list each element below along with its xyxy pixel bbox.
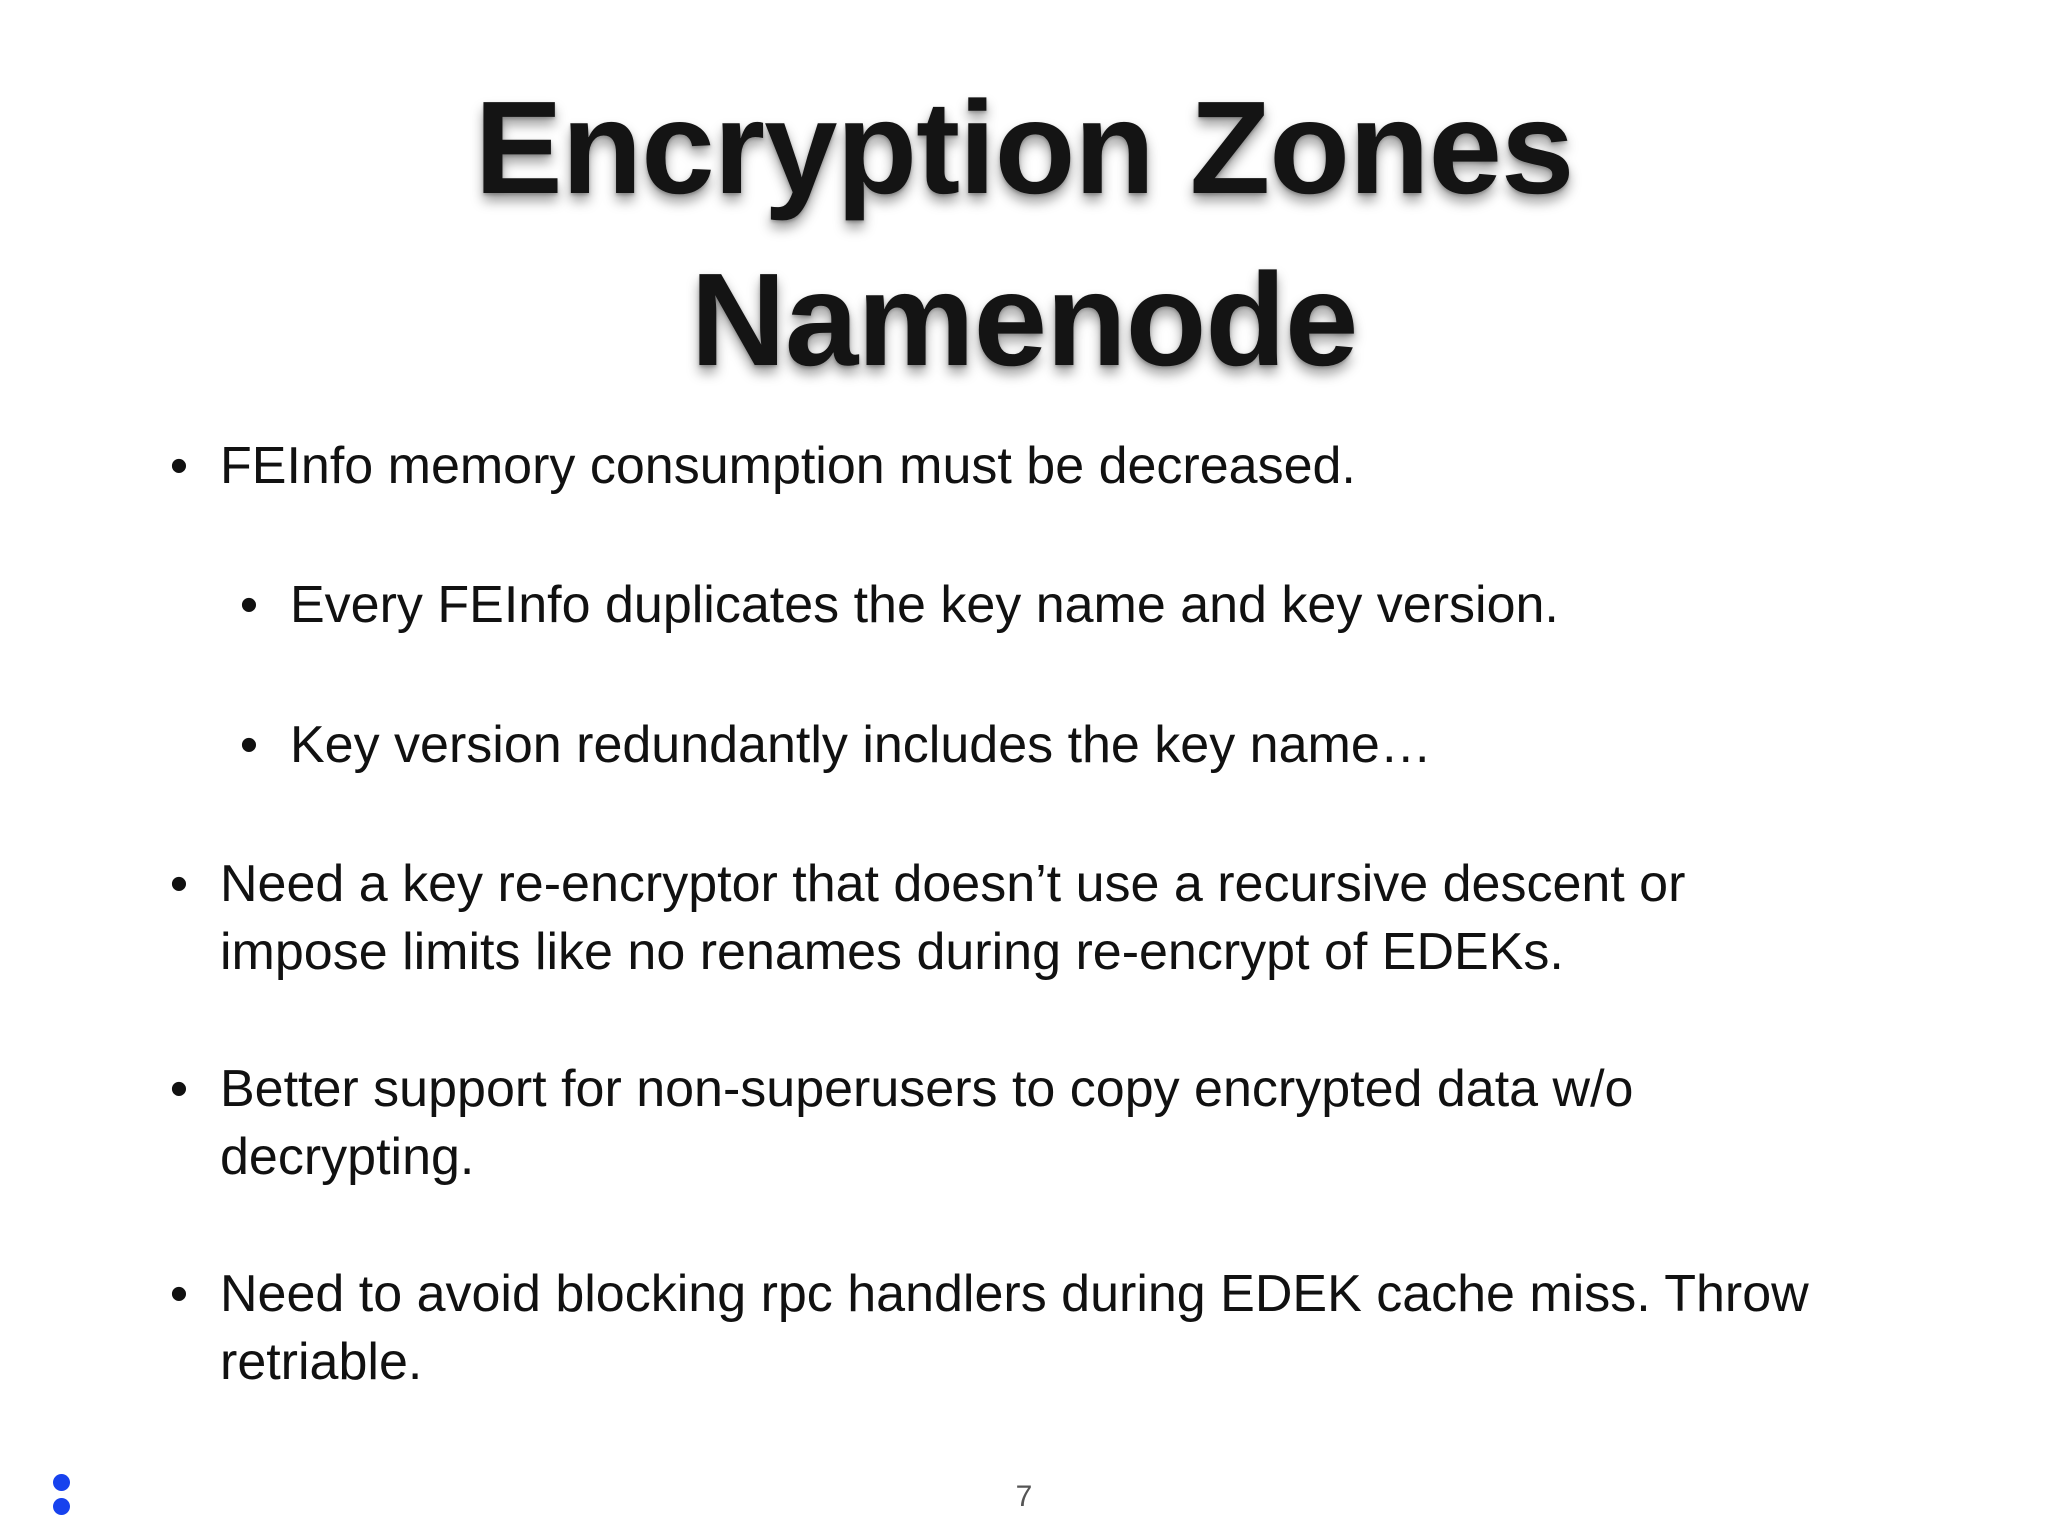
bullet-dot: •	[239, 576, 259, 634]
bullet-dot: •	[169, 855, 189, 913]
bullet-dot: •	[169, 1265, 189, 1323]
bullet-item	[169, 1055, 1860, 1191]
bullet-text: Every FEInfo duplicates the key name and key version.	[290, 576, 1559, 634]
title-line-2: Namenode	[690, 246, 1358, 393]
title-line-1: Encryption Zones	[474, 74, 1574, 221]
bullet-item	[169, 432, 1860, 500]
sub-bullet-item	[239, 571, 1930, 639]
dot-shape	[53, 1474, 70, 1491]
page-number: 7	[1015, 1480, 1033, 1513]
bullet-item	[169, 1260, 1860, 1396]
bullet-text: Key version redundantly includes the key name…	[290, 716, 1432, 774]
bullet-text: Need a key re-encryptor that doesn’t use a recursive descent or impose limits like no renames during re-encrypt of EDEKs.	[220, 855, 1686, 981]
bullet-item	[169, 850, 1860, 986]
bullet-dot: •	[239, 716, 259, 774]
bullet-dot: •	[169, 1060, 189, 1118]
bullet-text: Better support for non-superusers to copy encrypted data w/o decrypting.	[220, 1060, 1634, 1186]
vertical-dots-icon[interactable]	[51, 1474, 71, 1520]
sub-bullet-item	[239, 711, 1930, 779]
bullet-text: Need to avoid blocking rpc handlers during EDEK cache miss. Throw retriable.	[220, 1265, 1809, 1391]
bullet-dot: •	[169, 437, 189, 495]
bullet-text: FEInfo memory consumption must be decreased.	[220, 437, 1356, 495]
dot-shape	[53, 1498, 70, 1515]
